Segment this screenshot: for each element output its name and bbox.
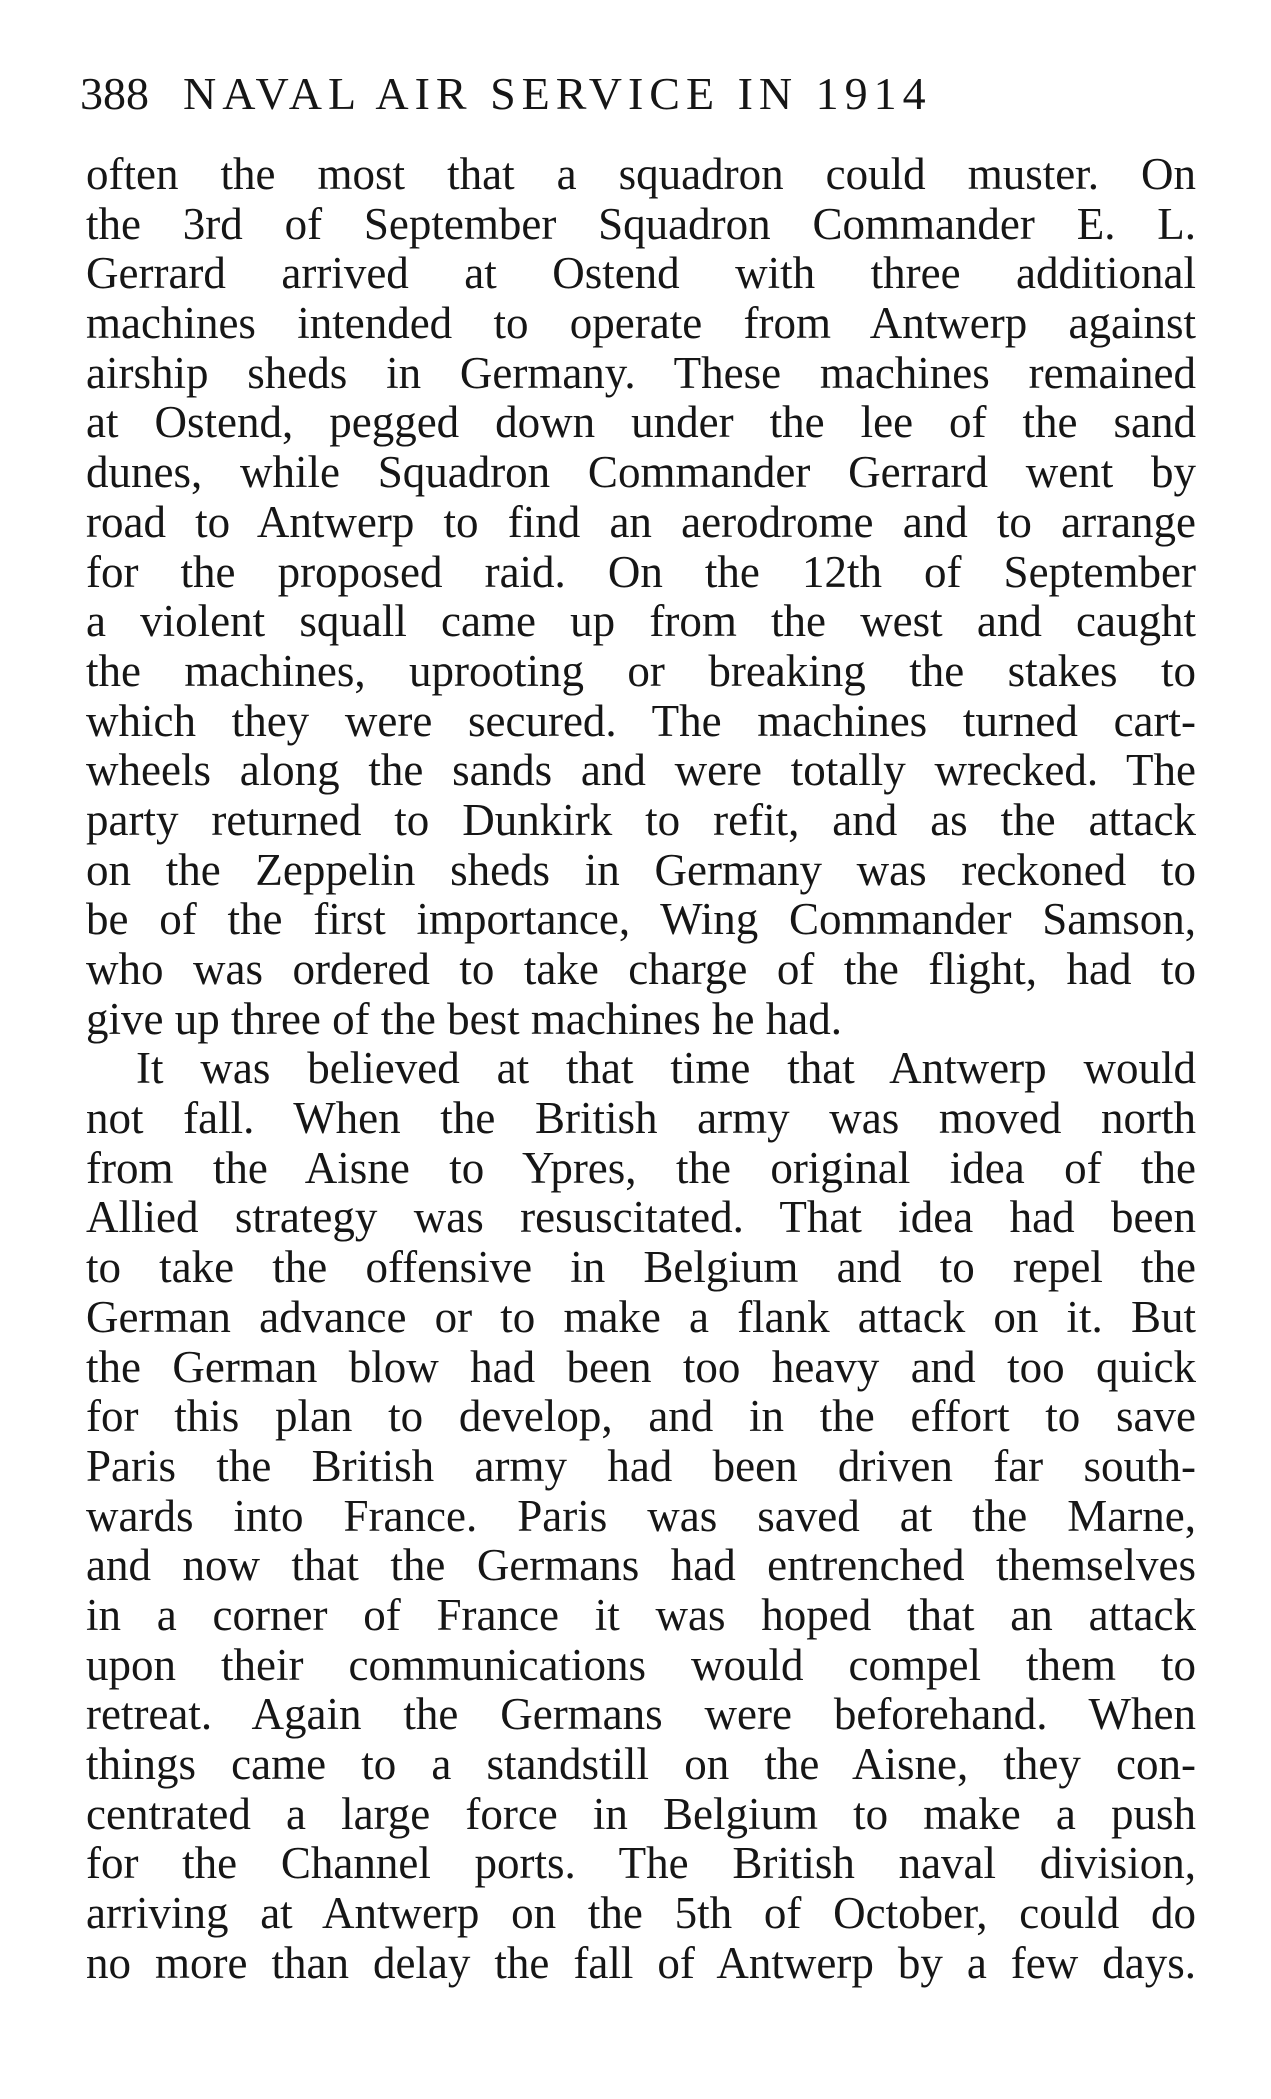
text-line: and now that the Germans had entrenched themselves (86, 1541, 1196, 1591)
paragraph-end-line: give up three of the best machines he had. (86, 994, 842, 1044)
text-line: a violent squall came up from the west and caught (86, 597, 1196, 647)
text-line: no more than delay the fall of Antwerp by a few days. (86, 1938, 1196, 1988)
text-line: things came to a standstill on the Aisne, they con- (86, 1740, 1196, 1789)
body-text (86, 150, 1196, 1988)
text-line: road to Antwerp to find an aerodrome and to arrange (86, 497, 1196, 547)
text-line: for the Channel ports. The British naval division, (86, 1839, 1196, 1889)
text-line: be of the first importance, Wing Commander Samson, (86, 895, 1196, 945)
text-line: which they were secured. The machines turned cart- (86, 696, 1196, 746)
text-line: often the most that a squadron could muster. On (86, 150, 1196, 199)
text-line: upon their communications would compel them to (86, 1640, 1196, 1690)
text-line: from the Aisne to Ypres, the original idea of the (86, 1143, 1196, 1193)
text-line: German advance or to make a flank attack on it. But (86, 1292, 1196, 1342)
text-line: Gerrard arrived at Ostend with three additional (86, 249, 1196, 299)
text-line: at Ostend, pegged down under the lee of the sand (86, 398, 1196, 448)
text-line: dunes, while Squadron Commander Gerrard went by (86, 448, 1196, 498)
text-line: for this plan to develop, and in the effort to save (86, 1392, 1196, 1442)
text-line: Paris the British army had been driven far south- (86, 1441, 1196, 1491)
text-line: wards into France. Paris was saved at the Marne, (86, 1491, 1196, 1541)
text-line: Allied strategy was resuscitated. That idea had been (86, 1193, 1196, 1243)
running-head (80, 64, 1200, 124)
running-title: NAVAL AIR SERVICE IN 1914 (183, 68, 932, 119)
text-line: for the proposed raid. On the 12th of September (86, 547, 1196, 597)
text-line: the machines, uprooting or breaking the stakes to (86, 646, 1196, 696)
text-line: to take the offensive in Belgium and to repel the (86, 1243, 1196, 1293)
text-line: centrated a large force in Belgium to make a push (86, 1789, 1196, 1839)
text-line: who was ordered to take charge of the flight, had to (86, 945, 1196, 994)
text-line: wheels along the sands and were totally wrecked. The (86, 746, 1196, 796)
text-line: the 3rd of September Squadron Commander E. L. (86, 199, 1196, 249)
text-line: retreat. Again the Germans were beforehand. When (86, 1690, 1196, 1740)
paragraph-start-line: It was believed at that time that Antwerp would (136, 1044, 1196, 1094)
text-line: the German blow had been too heavy and too quick (86, 1342, 1196, 1392)
text-line: on the Zeppelin sheds in Germany was reckoned to (86, 845, 1196, 895)
text-line: airship sheds in Germany. These machines remained (86, 348, 1196, 398)
text-line: machines intended to operate from Antwerp against (86, 299, 1196, 349)
text-line: party returned to Dunkirk to refit, and as the attack (86, 795, 1196, 845)
text-line: not fall. When the British army was moved north (86, 1094, 1196, 1144)
page-number: 388 (80, 68, 149, 119)
text-line: in a corner of France it was hoped that an attack (86, 1590, 1196, 1640)
text-line: arriving at Antwerp on the 5th of October, could do (86, 1889, 1196, 1939)
